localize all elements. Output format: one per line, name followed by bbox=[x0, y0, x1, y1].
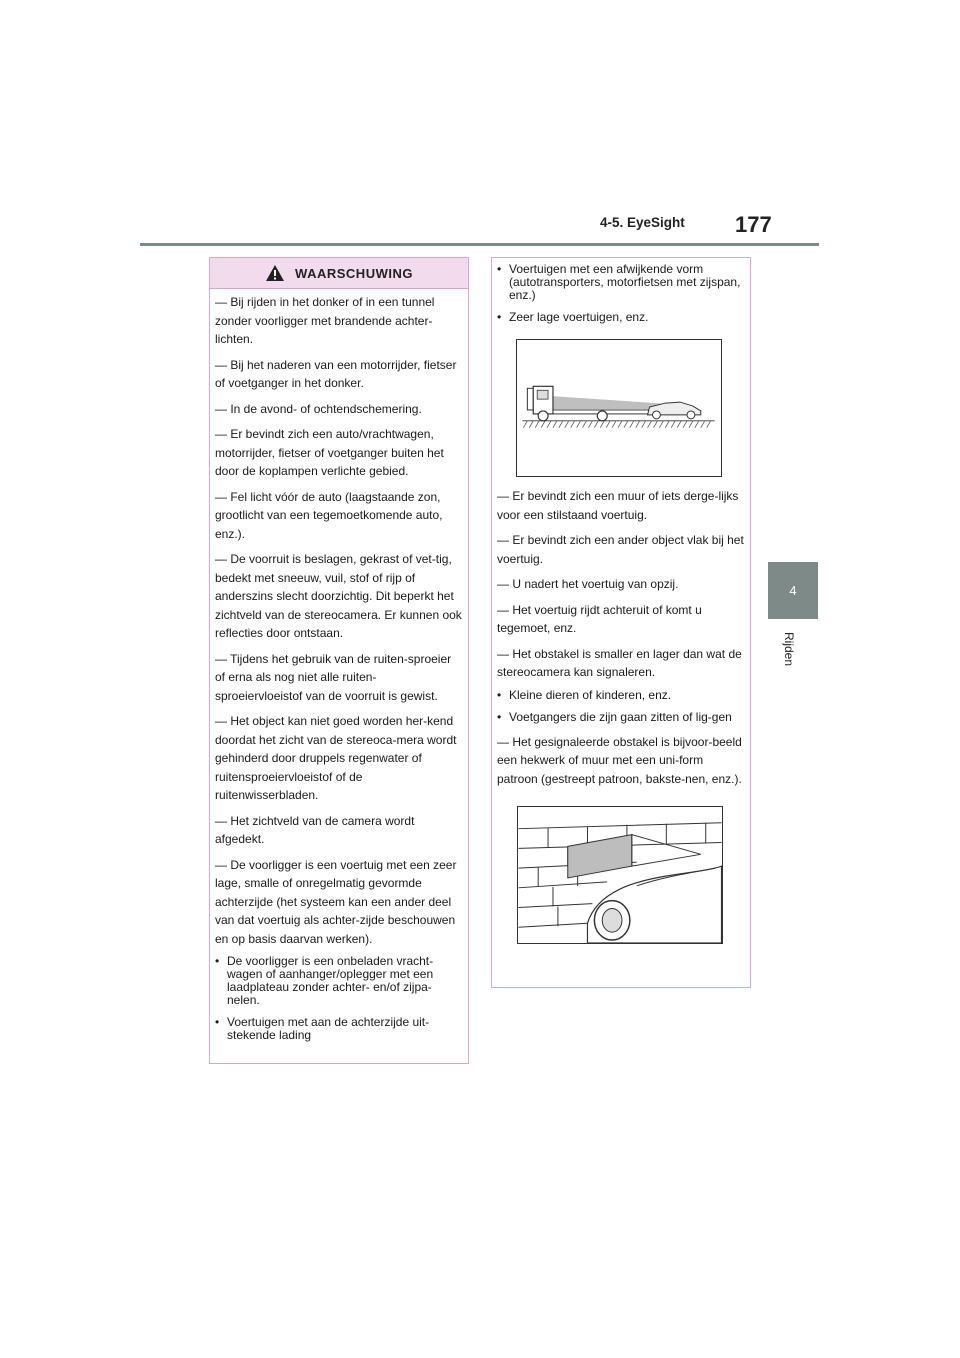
warning-item: — Het zichtveld van de camera wordt afgedekt. bbox=[215, 813, 415, 846]
warning-item: — In de avond- of ochtendschemering. bbox=[215, 401, 422, 416]
warning-title: WAARSCHUWING bbox=[295, 265, 413, 281]
bullet-item: • Voetgangers die zijn gaan zitten of lig-gen bbox=[497, 711, 744, 724]
warning-item: — De voorruit is beslagen, gekrast of vet-tig, bedekt met sneeuw, vuil, stof of rijp of anderszins slecht doorzichtig. Dit beperkt het zichtveld van de stereocamera. Er kunnen ook reflecties door ontstaan. bbox=[215, 552, 462, 640]
page-number: 177 bbox=[735, 212, 772, 237]
bullet-item: • Zeer lage voertuigen, enz. bbox=[497, 311, 744, 324]
chapter-tab: 4 bbox=[768, 562, 818, 619]
warning-item: — Tijdens het gebruik van de ruiten-sproeier of erna als nog niet alle ruiten-sproeiervloeistof van de voorruit is gewist. bbox=[215, 651, 452, 703]
header-rule bbox=[140, 243, 819, 246]
condition-item: — U nadert het voertuig van opzij. bbox=[497, 577, 679, 591]
condition-item: — Er bevindt zich een ander object vlak bij het voertuig. bbox=[497, 533, 744, 566]
warning-item: — Het object kan niet goed worden her-kend doordat het zicht van de stereoca-mera wordt gehinderd door druppels regenwater of ruitensproeiervloeistof of de ruitenwisserbladen. bbox=[215, 714, 457, 802]
warning-bullet: • De voorligger is een onbeladen vracht-wagen of aanhanger/oplegger met een laadplateau zonder achter- en/of zijpa-nelen. bbox=[215, 955, 462, 1007]
condition-item: — Het voertuig rijdt achteruit of komt u tegemoet, enz. bbox=[497, 602, 702, 635]
continued-box bbox=[491, 257, 751, 988]
brick-wall-illustration bbox=[517, 806, 723, 944]
warning-item: — De voorligger is een voertuig met een zeer lage, smalle of onregelmatig gevormde achterzijde (het systeem kan een ander deel van dat voertuig als achter-zijde beschouwen en op basis daarvan werken). bbox=[215, 857, 457, 946]
condition-item: — Het obstakel is smaller en lager dan wat de stereocamera kan signaleren. bbox=[497, 646, 742, 679]
warning-box bbox=[209, 257, 469, 1064]
warning-header bbox=[210, 258, 468, 289]
bullet-item: • Voertuigen met een afwijkende vorm (autotransporters, motorfietsen met zijspan, enz.) bbox=[497, 263, 744, 302]
chapter-label: Rijden bbox=[782, 632, 796, 667]
section-title: 4-5. EyeSight bbox=[600, 215, 685, 230]
warning-item: — Bij het naderen van een motorrijder, fietser of voetganger in het donker. bbox=[215, 357, 457, 390]
warning-item: — Fel licht vóór de auto (laagstaande zon, grootlicht van een tegemoetkomende auto, enz.). bbox=[215, 489, 443, 541]
bullet-item: • Kleine dieren of kinderen, enz. bbox=[497, 689, 744, 702]
warning-item: — Bij rijden in het donker of in een tunnel zonder voorligger met brandende achter-lichten. bbox=[215, 295, 435, 346]
condition-item: — Er bevindt zich een muur of iets derge-lijks voor een stilstaand voertuig. bbox=[497, 489, 739, 522]
warning-item: — Er bevindt zich een auto/vrachtwagen, motorrijder, fietser of voetganger buiten het door de koplampen verlichte gebied. bbox=[215, 427, 444, 478]
car-transporter-illustration bbox=[516, 339, 722, 477]
condition-item: — Het gesignaleerde obstakel is bijvoor-beeld een hekwerk of muur met een uni-form patroon (gestreept patroon, bakste-nen, enz.). bbox=[497, 734, 742, 786]
warning-bullet: • Voertuigen met aan de achterzijde uit-stekende lading bbox=[215, 1016, 462, 1042]
warning-triangle-icon bbox=[265, 264, 285, 282]
